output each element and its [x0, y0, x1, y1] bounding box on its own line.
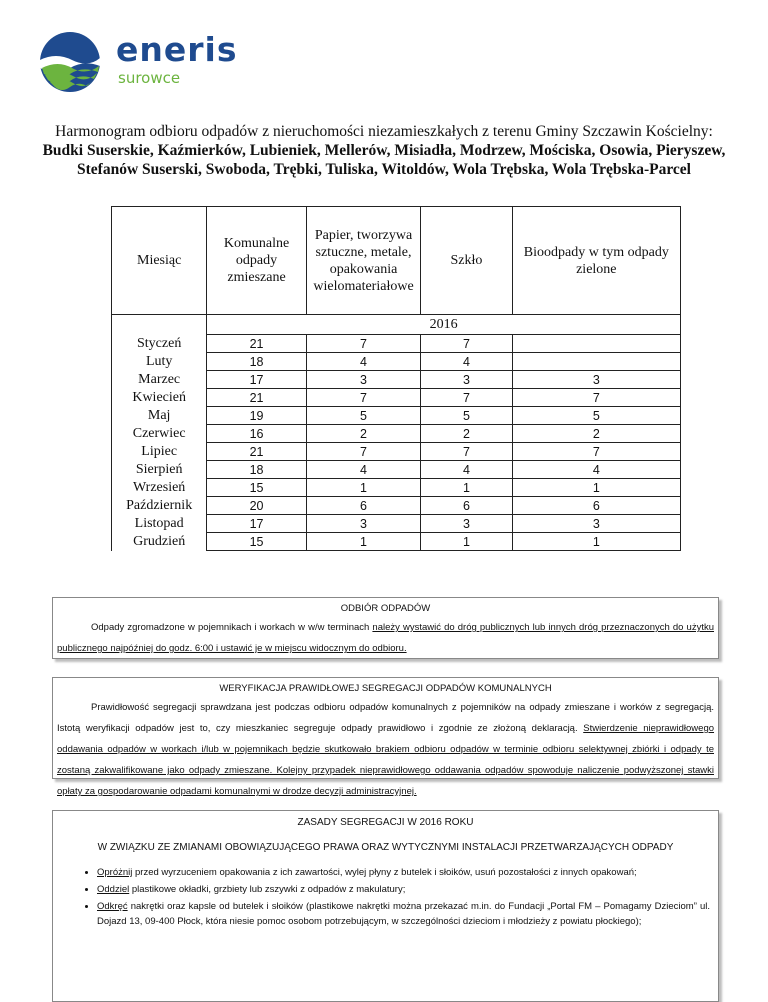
rules-subheading: W ZWIĄZKU ZE ZMIANAMI OBOWIĄZUJĄCEGO PRAWA ORAZ WYTYCZNYMI INSTALACJI PRZETWARZAJĄCYCH ODPADY	[97, 842, 674, 853]
month-cell: Październik	[112, 497, 207, 515]
table-row	[112, 443, 681, 461]
glass-cell: 3	[421, 515, 512, 533]
paper-plastic-cell: 4	[306, 353, 421, 371]
mixed-waste-cell: 15	[207, 533, 306, 551]
rules-list	[53, 865, 710, 929]
header-glass: Szkło	[421, 207, 512, 315]
year-label: 2016	[207, 315, 681, 335]
paper-plastic-cell: 7	[306, 443, 421, 461]
verification-text-underlined: Stwierdzenie nieprawidłowego oddawania odpadów w workach i/lub w pojemnikach będzie skutkowało brakiem odbioru odpadów w terminie odbioru selektywnej zbiórki i odpady te zostaną zakwalifikowane jako odpady zmieszane. Kolejny przypadek nieprawidłowego oddawania odpadów spowoduje naliczenie podwyższonej stawki opłaty za gospodarowanie odpadami komunalnymi w drodze decyzji administracyjnej.	[57, 723, 715, 797]
list-item	[97, 865, 710, 880]
month-cell: Maj	[112, 407, 207, 425]
biowaste-cell: 4	[512, 461, 680, 479]
verification-text	[53, 695, 718, 802]
paper-plastic-cell: 3	[306, 371, 421, 389]
rules-heading: ZASADY SEGREGACJI W 2016 ROKU	[297, 817, 474, 828]
verification-text-plain: Prawidłowość segregacji sprawdzana jest podczas odbioru odpadów komunalnych z pojemników na odpady zmieszane i worków z segregacją. Istotą weryfikacji odpadów jest to, czy mieszkaniec segreguje odpady prawidłowo i zgodnie ze złożoną deklaracją.	[57, 702, 714, 734]
collection-info-box	[52, 597, 719, 659]
rule-text: przed wyrzuceniem opakowania z ich zawartości, wylej płyny z butelek i słoików, usuń pozostałości z innych opakowań;	[132, 867, 637, 878]
rule-key: Oddziel	[97, 884, 130, 895]
biowaste-cell	[512, 335, 680, 353]
collection-text-underlined: należy wystawić do dróg publicznych lub innych dróg przeznaczonych do użytku publicznego najpóźniej do godz. 6:00 i ustawić je w miejscu widocznym do odbioru.	[57, 622, 715, 654]
table-row	[112, 479, 681, 497]
glass-cell: 1	[421, 479, 512, 497]
glass-cell: 4	[421, 461, 512, 479]
table-row	[112, 515, 681, 533]
glass-cell: 4	[421, 353, 512, 371]
header-month: Miesiąc	[112, 207, 207, 315]
glass-cell: 7	[421, 443, 512, 461]
collection-text	[53, 615, 718, 659]
collection-text-plain: Odpady zgromadzone w pojemnikach i workach w w/w terminach	[91, 622, 373, 633]
glass-cell: 7	[421, 389, 512, 407]
collection-heading: ODBIÓR ODPADÓW	[340, 603, 431, 614]
mixed-waste-cell: 17	[207, 515, 306, 533]
biowaste-cell: 1	[512, 533, 680, 551]
glass-cell: 1	[421, 533, 512, 551]
paper-plastic-cell: 4	[306, 461, 421, 479]
rule-text: plastikowe okładki, grzbiety lub zszywki z odpadów z makulatury;	[129, 884, 406, 895]
month-cell: Listopad	[112, 515, 207, 533]
paper-plastic-cell: 2	[306, 425, 421, 443]
title-intro: Harmonogram odbioru odpadów z nieruchomości niezamieszkałych z terenu Gminy Szczawin Kościelny:	[55, 123, 713, 140]
month-cell: Sierpień	[112, 461, 207, 479]
rule-text: nakrętki oraz kapsle od butelek i słoików (plastikowe nakrętki można przekazać m.in. do Fundacji „Portal FM – Pomagamy Dzieciom” ul. Dojazd 13, 09-400 Płock, która niesie pomoc osobom potrzebującym, w szczególności dzieciom i młodzieży z powiatu płockiego);	[97, 901, 710, 927]
list-item	[97, 882, 710, 897]
paper-plastic-cell: 1	[306, 533, 421, 551]
month-cell: Czerwiec	[112, 425, 207, 443]
paper-plastic-cell: 7	[306, 389, 421, 407]
table-row	[112, 497, 681, 515]
biowaste-cell: 7	[512, 443, 680, 461]
year-row	[112, 315, 681, 335]
glass-cell: 6	[421, 497, 512, 515]
biowaste-cell: 2	[512, 425, 680, 443]
header-biowaste: Bioodpady w tym odpady zielone	[512, 207, 680, 315]
month-cell: Grudzień	[112, 533, 207, 551]
month-cell: Lipiec	[112, 443, 207, 461]
paper-plastic-cell: 1	[306, 479, 421, 497]
biowaste-cell	[512, 353, 680, 371]
table-row	[112, 425, 681, 443]
mixed-waste-cell: 16	[207, 425, 306, 443]
mixed-waste-cell: 21	[207, 335, 306, 353]
table-row	[112, 389, 681, 407]
glass-cell: 7	[421, 335, 512, 353]
mixed-waste-cell: 21	[207, 443, 306, 461]
eneris-logo	[36, 30, 236, 94]
mixed-waste-cell: 20	[207, 497, 306, 515]
glass-cell: 3	[421, 371, 512, 389]
eneris-globe-icon	[36, 30, 112, 94]
glass-cell: 5	[421, 407, 512, 425]
month-cell: Luty	[112, 353, 207, 371]
biowaste-cell: 3	[512, 371, 680, 389]
table-row	[112, 353, 681, 371]
header-paper-plastic: Papier, tworzywa sztuczne, metale, opakowania wielomateriałowe	[306, 207, 421, 315]
mixed-waste-cell: 19	[207, 407, 306, 425]
mixed-waste-cell: 18	[207, 461, 306, 479]
glass-cell: 2	[421, 425, 512, 443]
mixed-waste-cell: 17	[207, 371, 306, 389]
year-month-cell	[112, 315, 207, 335]
brand-name: eneris	[116, 30, 238, 69]
month-cell: Styczeń	[112, 335, 207, 353]
table-row	[112, 533, 681, 551]
rule-key: Opróżnij	[97, 867, 133, 878]
mixed-waste-cell: 18	[207, 353, 306, 371]
paper-plastic-cell: 6	[306, 497, 421, 515]
verification-info-box	[52, 677, 719, 797]
biowaste-cell: 1	[512, 479, 680, 497]
header-mixed-waste: Komunalne odpady zmieszane	[207, 207, 306, 315]
segregation-rules-box	[52, 810, 719, 1002]
month-cell: Kwiecień	[112, 389, 207, 407]
table-row	[112, 407, 681, 425]
schedule-table	[111, 206, 681, 551]
list-item	[97, 899, 710, 929]
biowaste-cell: 5	[512, 407, 680, 425]
table-row	[112, 461, 681, 479]
table-header-row	[112, 207, 681, 315]
month-cell: Wrzesień	[112, 479, 207, 497]
biowaste-cell: 6	[512, 497, 680, 515]
biowaste-cell: 7	[512, 389, 680, 407]
month-cell: Marzec	[112, 371, 207, 389]
table-row	[112, 371, 681, 389]
document-title	[30, 122, 738, 179]
verification-heading: WERYFIKACJA PRAWIDŁOWEJ SEGREGACJI ODPADÓW KOMUNALNYCH	[219, 683, 552, 694]
rule-key: Odkręć	[97, 901, 128, 912]
brand-subtitle: surowce	[118, 69, 181, 87]
title-localities: Budki Suserskie, Kaźmierków, Lubieniek, Mellerów, Misiadła, Modrzew, Mościska, Osowia, Pieryszew, Stefanów Suserski, Swoboda, Trębki, Tuliska, Witoldów, Wola Trębska, Wola Trębska-Parcel	[42, 142, 726, 178]
paper-plastic-cell: 3	[306, 515, 421, 533]
mixed-waste-cell: 21	[207, 389, 306, 407]
paper-plastic-cell: 5	[306, 407, 421, 425]
biowaste-cell: 3	[512, 515, 680, 533]
table-row	[112, 335, 681, 353]
paper-plastic-cell: 7	[306, 335, 421, 353]
mixed-waste-cell: 15	[207, 479, 306, 497]
